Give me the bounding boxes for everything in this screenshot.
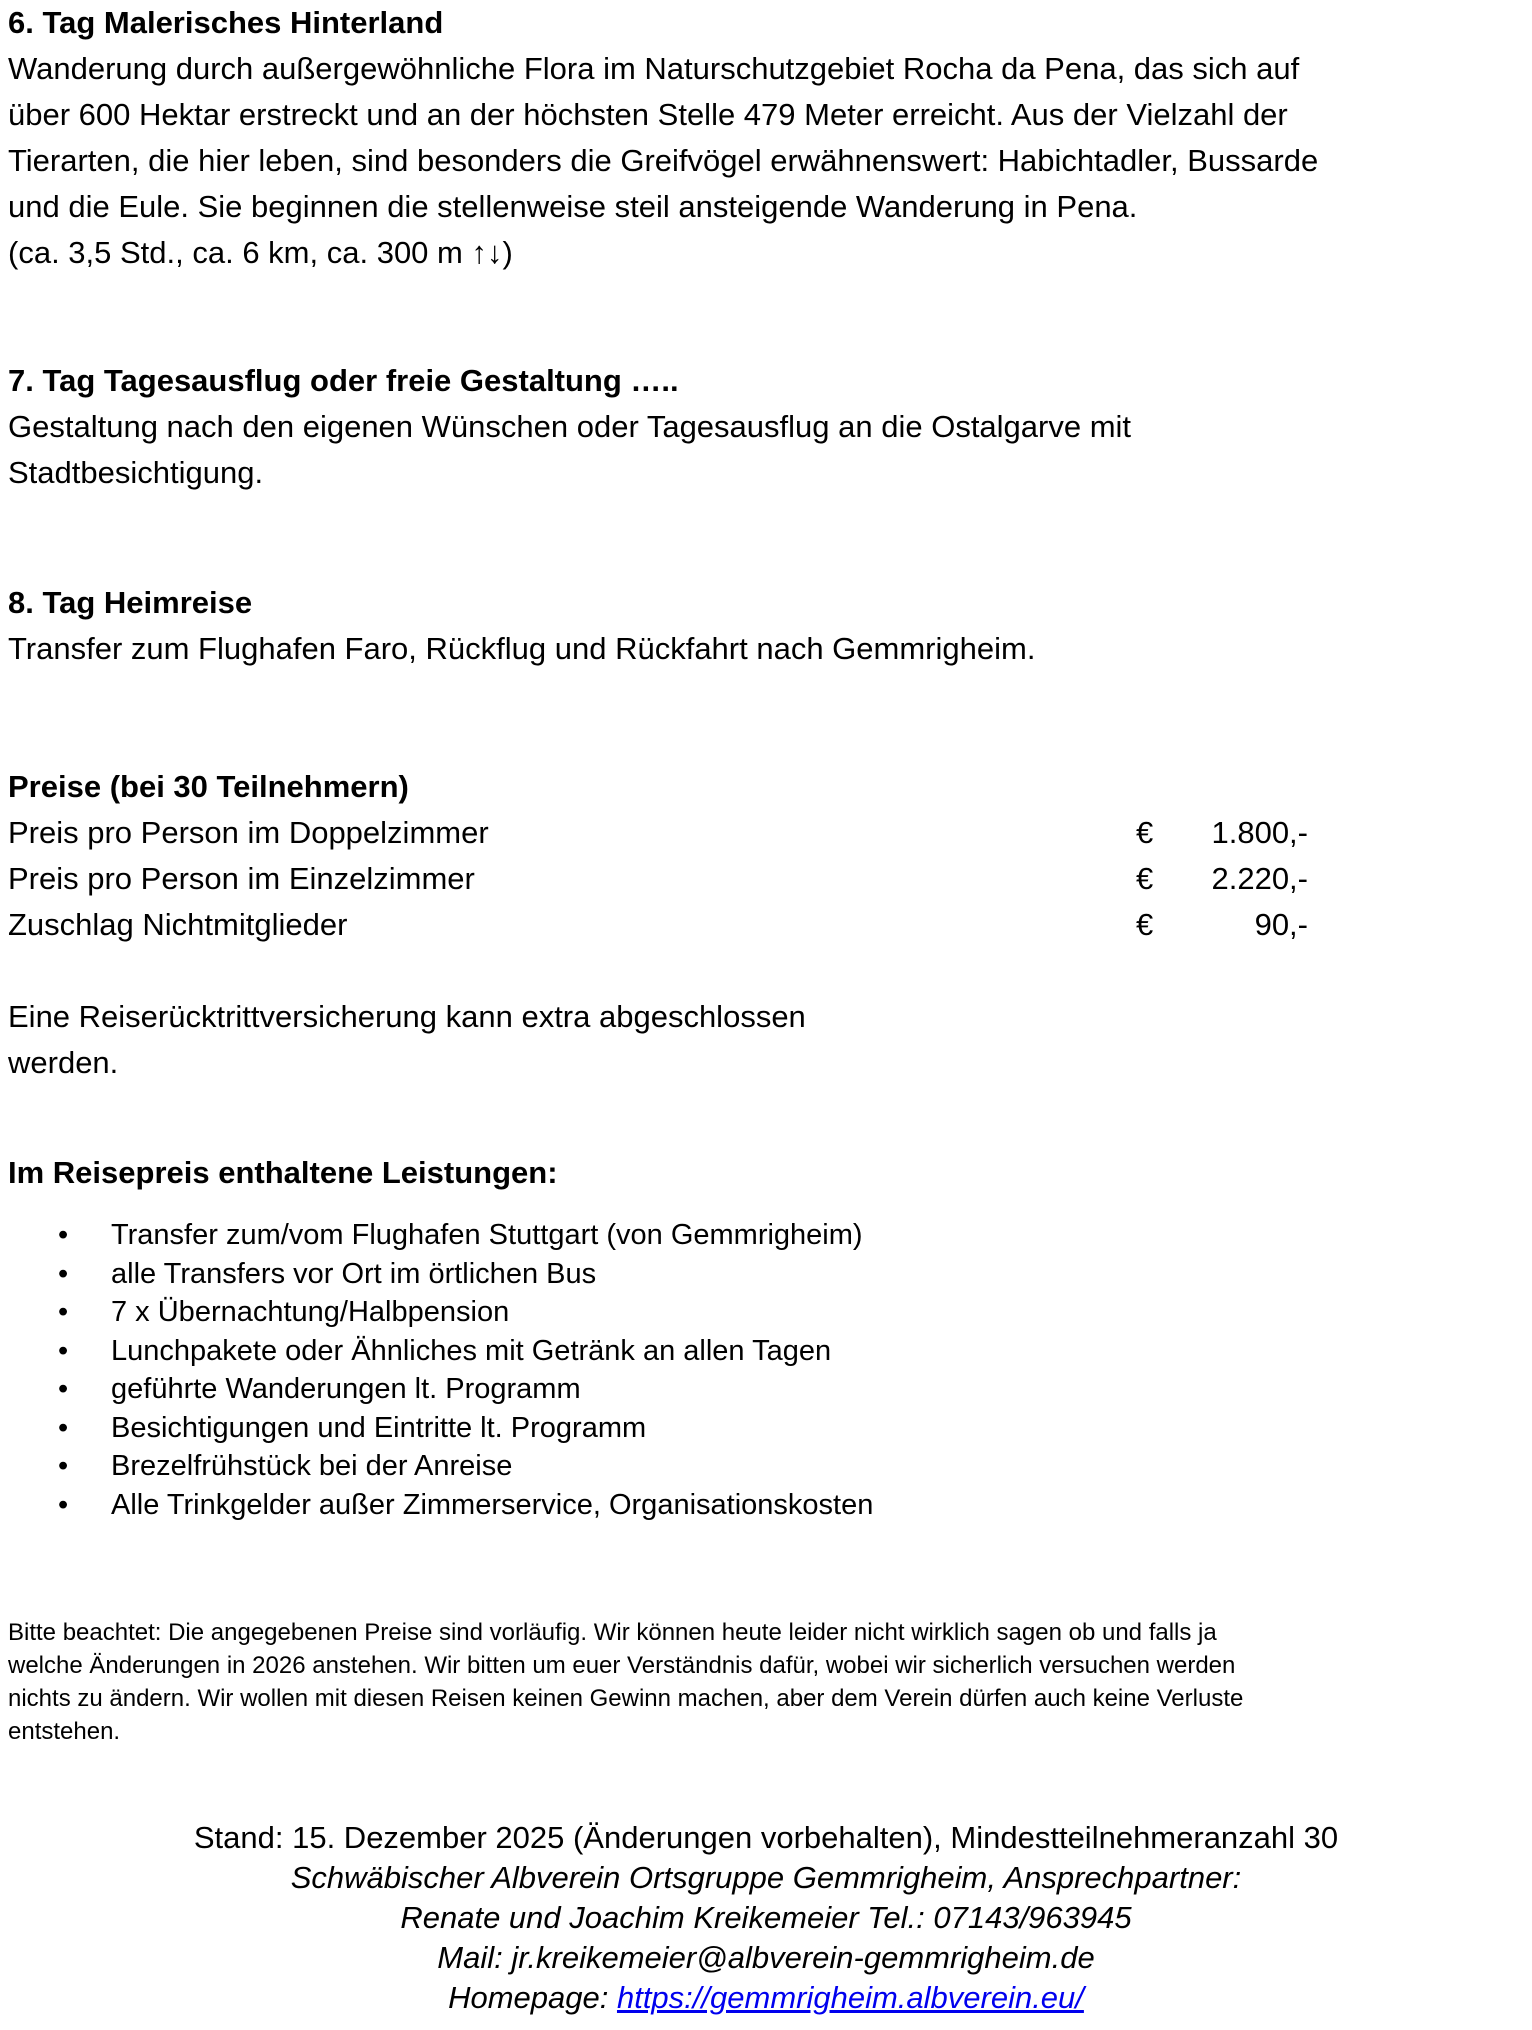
list-item: • Transfer zum/vom Flughafen Stuttgart (von Gemmrigheim) xyxy=(8,1216,1518,1255)
day-7-text-line: Stadtbesichtigung. xyxy=(8,455,264,490)
list-item: • Besichtigungen und Eintritte lt. Programm xyxy=(8,1409,1518,1448)
insurance-note-line: werden. xyxy=(8,1045,119,1080)
price-row-nonmember xyxy=(8,902,1518,948)
price-amount: 1.800,- xyxy=(1211,815,1308,850)
day-7-section xyxy=(8,358,1131,496)
bullet-icon: • xyxy=(58,1450,69,1482)
prices-title: Preise (bei 30 Teilnehmern) xyxy=(8,769,409,804)
price-row-single xyxy=(8,856,1518,902)
day-6-text-line: über 600 Hektar erstreckt und an der höchsten Stelle 479 Meter erreicht. Aus der Vielzahl der xyxy=(8,97,1288,132)
price-label: Zuschlag Nichtmitglieder xyxy=(8,907,348,942)
day-6-hike-stats: (ca. 3,5 Std., ca. 6 km, ca. 300 m ↑↓) xyxy=(8,235,513,270)
disclaimer-note xyxy=(8,1616,1518,1748)
bullet-icon: • xyxy=(58,1219,69,1251)
list-item: • alle Transfers vor Ort im örtlichen Bus xyxy=(8,1255,1518,1294)
homepage-line xyxy=(0,1978,1532,2018)
day-6-title: 6. Tag Malerisches Hinterland xyxy=(8,5,444,40)
day-7-text-line: Gestaltung nach den eigenen Wünschen oder Tagesausflug an die Ostalgarve mit xyxy=(8,409,1132,444)
disclaimer-line: entstehen. xyxy=(8,1718,121,1745)
euro-sign: € xyxy=(1136,861,1154,896)
bullet-icon: • xyxy=(58,1296,69,1328)
list-item: • 7 x Übernachtung/Halbpension xyxy=(8,1293,1518,1332)
day-6-text-line: Tierarten, die hier leben, sind besonders die Greifvögel erwähnenswert: Habichtadler, Bussarde xyxy=(8,143,1319,178)
prices-section xyxy=(8,764,1518,1086)
day-8-text-line: Transfer zum Flughafen Faro, Rückflug und Rückfahrt nach Gemmrigheim. xyxy=(8,631,1036,666)
contact-line: Renate und Joachim Kreikemeier Tel.: 07143/963945 xyxy=(400,1900,1132,1935)
bullet-icon: • xyxy=(58,1411,69,1444)
footer xyxy=(0,1818,1532,2018)
included-services-title: Im Reisepreis enthaltene Leistungen: xyxy=(8,1155,558,1190)
price-amount: 90,- xyxy=(1254,907,1308,942)
bullet-icon: • xyxy=(58,1488,69,1521)
disclaimer-line: welche Änderungen in 2026 anstehen. Wir bitten um euer Verständnis dafür, wobei wir sicherlich versuchen werden xyxy=(8,1652,1236,1679)
day-6-text-line: Wanderung durch außergewöhnliche Flora im Naturschutzgebiet Rocha da Pena, das sich auf xyxy=(8,51,1300,86)
organization-line: Schwäbischer Albverein Ortsgruppe Gemmrigheim, Ansprechpartner: xyxy=(290,1860,1242,1895)
day-8-title: 8. Tag Heimreise xyxy=(8,585,253,620)
bullet-icon: • xyxy=(58,1334,69,1367)
day-6-section xyxy=(8,0,1318,276)
homepage-link[interactable]: https://gemmrigheim.albverein.eu/ xyxy=(616,1980,1084,2015)
day-7-title: 7. Tag Tagesausflug oder freie Gestaltung ….. xyxy=(8,363,679,398)
day-8-section xyxy=(8,580,1035,672)
bullet-icon: • xyxy=(58,1257,69,1290)
list-item: • geführte Wanderungen lt. Programm xyxy=(8,1370,1518,1409)
euro-sign: € xyxy=(1136,815,1154,850)
price-label: Preis pro Person im Doppelzimmer xyxy=(8,815,489,850)
list-item: • Alle Trinkgelder außer Zimmerservice, Organisationskosten xyxy=(8,1486,1518,1525)
insurance-note-line: Eine Reiserücktrittversicherung kann extra abgeschlossen xyxy=(8,999,806,1034)
disclaimer-line: nichts zu ändern. Wir wollen mit diesen Reisen keinen Gewinn machen, aber dem Verein dürfen auch keine Verluste xyxy=(8,1685,1244,1712)
list-item: • Lunchpakete oder Ähnliches mit Getränk an allen Tagen xyxy=(8,1332,1518,1371)
price-amount: 2.220,- xyxy=(1211,861,1308,896)
homepage-label: Homepage: xyxy=(448,1980,617,2015)
bullet-icon: • xyxy=(58,1373,69,1405)
mail-line: Mail: jr.kreikemeier@albverein-gemmrigheim.de xyxy=(437,1940,1095,1975)
price-row-double xyxy=(8,810,1518,856)
included-services-section xyxy=(8,1150,1518,1524)
day-6-text-line: und die Eule. Sie beginnen die stellenweise steil ansteigende Wanderung in Pena. xyxy=(8,189,1138,224)
price-label: Preis pro Person im Einzelzimmer xyxy=(8,861,475,896)
disclaimer-line: Bitte beachtet: Die angegebenen Preise sind vorläufig. Wir können heute leider nicht wirklich sagen ob und falls ja xyxy=(8,1619,1217,1646)
included-services-list xyxy=(8,1216,1518,1524)
status-line: Stand: 15. Dezember 2025 (Änderungen vorbehalten), Mindestteilnehmeranzahl 30 xyxy=(193,1820,1339,1855)
euro-sign: € xyxy=(1136,907,1154,942)
list-item: • Brezelfrühstück bei der Anreise xyxy=(8,1447,1518,1486)
